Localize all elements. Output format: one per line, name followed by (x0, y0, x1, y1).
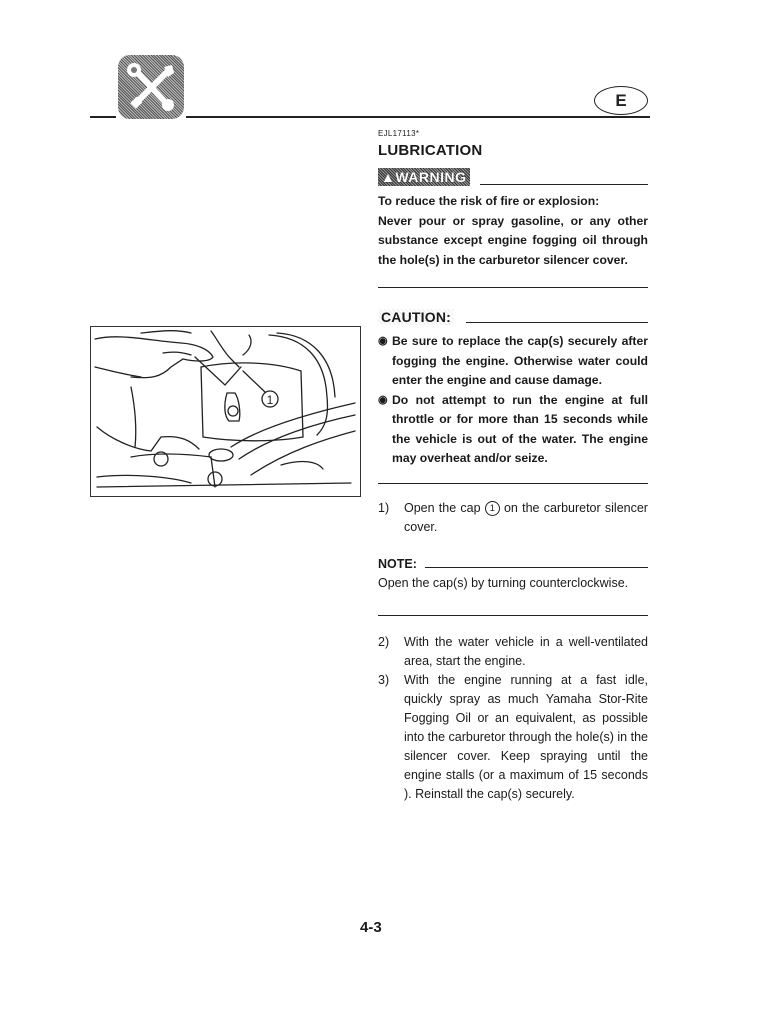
warning-badge (378, 168, 470, 186)
steps-list (378, 633, 648, 804)
figure-callout-1: 1 (266, 393, 274, 407)
caution-body (378, 332, 648, 469)
caution-end-rule (378, 483, 648, 484)
step-text: With the engine running at a fast idle, quickly spray as much Yamaha Stor-Rite Fogging Oil or an equivalent, as possible into the carburetor through the hole(s) in the silencer cover. Keep spraying until the engine stalls (or a maximum of 15 seconds ). Reinstall the cap(s) securely. (404, 673, 648, 801)
carburetor-figure (90, 326, 361, 497)
caution-item-text: Be sure to replace the cap(s) securely after fogging the engine. Otherwise water could enter the engine and cause damage. (392, 334, 648, 387)
step-number: 3) (378, 673, 390, 687)
caution-item (378, 332, 648, 391)
language-badge (594, 86, 648, 115)
carburetor-illustration (91, 327, 359, 495)
wrench-tools-icon (118, 55, 184, 119)
step-number: 1) (378, 501, 390, 515)
step-text: With the water vehicle in a well-ventilated area, start the engine. (404, 635, 648, 668)
warning-header-rule (480, 184, 648, 185)
step-text-after: on the carburetor silencer cover. (404, 501, 648, 534)
step-text-before: Open the cap (404, 501, 481, 515)
callout-1-icon: 1 (485, 501, 500, 516)
header-rule-right (186, 116, 650, 118)
language-badge-label: E (615, 91, 627, 110)
warning-triangle-icon: ▲ (381, 169, 396, 185)
bullet-icon: ◉ (378, 335, 388, 347)
note-header (378, 557, 648, 571)
caution-item (378, 391, 648, 469)
header-rule-left (90, 116, 116, 118)
section-title: LUBRICATION (378, 142, 483, 159)
caution-label: CAUTION: (378, 309, 454, 325)
section-code: EJL17113* (378, 129, 420, 138)
caution-item-text: Do not attempt to run the engine at full throttle or for more than 15 seconds while the vehicle is out of the water. The engine may overheat and/or seize. (392, 392, 648, 465)
note-end-rule (378, 615, 648, 616)
warning-end-rule (378, 287, 648, 288)
step-text (404, 499, 648, 537)
warning-line-2: Never pour or spray gasoline, or any other substance except engine fogging oil through the hole(s) in the carburetor silencer cover. (378, 213, 648, 267)
note-header-rule (425, 567, 648, 568)
warning-header (378, 168, 648, 186)
warning-label: WARNING (395, 169, 467, 185)
step-2 (378, 633, 648, 671)
page-number: 4-3 (360, 919, 382, 936)
warning-line-1: To reduce the risk of fire or explosion: (378, 194, 600, 208)
step-1 (378, 499, 648, 537)
note-text: Open the cap(s) by turning counterclockwise. (378, 576, 629, 590)
bullet-icon: ◉ (378, 393, 388, 406)
warning-body (378, 192, 648, 270)
caution-header-rule (466, 322, 648, 323)
note-label: NOTE: (378, 557, 417, 571)
step-number: 2) (378, 635, 390, 649)
step-3 (378, 671, 648, 804)
caution-header (378, 309, 648, 325)
